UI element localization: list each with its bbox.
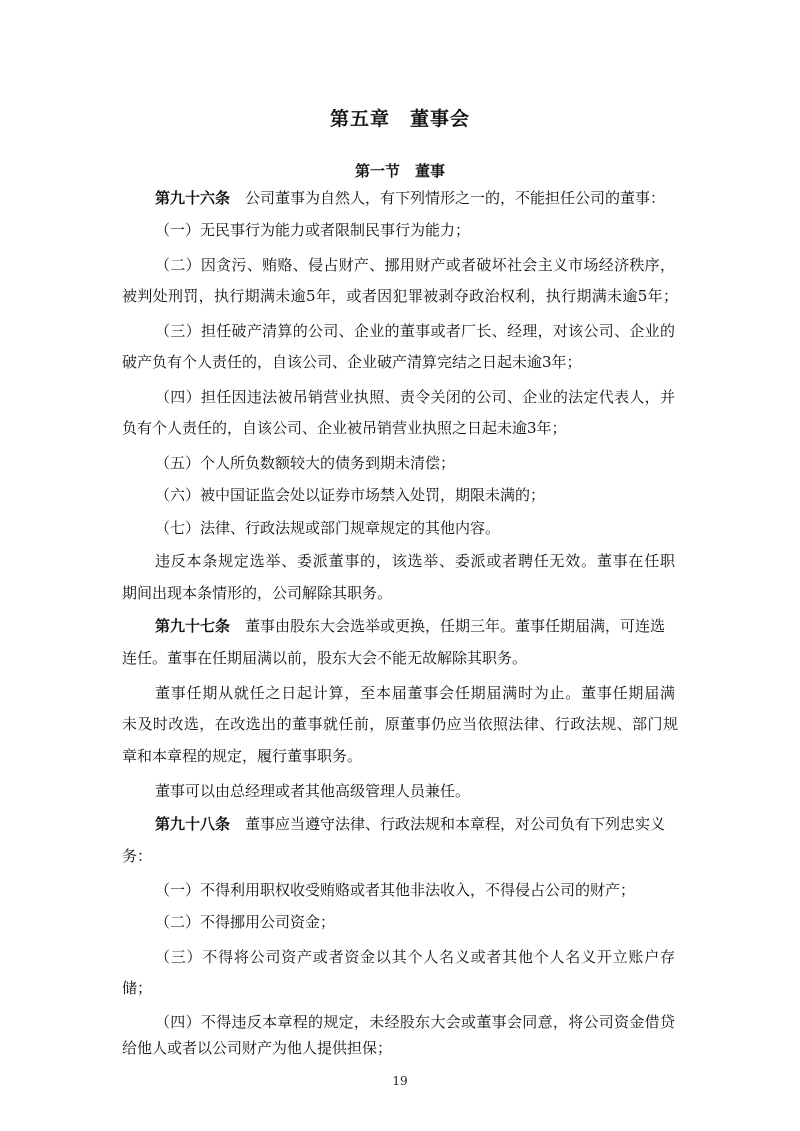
section-title: 第一节 董事 [354, 162, 445, 180]
text-line: （二）不得挪用公司资金； [155, 913, 336, 931]
text-line: 储； [122, 979, 153, 997]
chapter-title: 第五章 董事会 [329, 108, 470, 130]
text-line: 董事任期从就任之日起计算，至本届董事会任期届满时为止。董事任期届满 [155, 684, 675, 702]
text-line: 破产负有个人责任的，自该公司、企业破产清算完结之日起未逾3年； [122, 353, 582, 371]
text-line: （二）因贪污、贿赂、侵占财产、挪用财产或者破坏社会主义市场经济秩序， [155, 256, 675, 274]
text-line: 给他人或者以公司财产为他人提供担保； [122, 1039, 393, 1057]
text-line: 负有个人责任的，自该公司、企业被吊销营业执照之日起未逾3年； [122, 419, 567, 437]
text-line: 第九十七条 董事由股东大会选举或更换，任期三年。董事任期届满，可连选 [155, 617, 666, 635]
text-line: （五）个人所负数额较大的债务到期未清偿； [155, 454, 456, 472]
text-line: （七）法律、行政法规或部门规章规定的其他内容。 [155, 519, 501, 537]
text-line: 未及时改选，在改选出的董事就任前，原董事仍应当依照法律、行政法规、部门规 [122, 715, 678, 733]
article-label: 第九十八条 [155, 815, 231, 833]
text-line: 违反本条规定选举、委派董事的，该选举、委派或者聘任无效。董事在任职 [155, 552, 675, 570]
text-line: 务： [122, 847, 153, 865]
article-label: 第九十七条 [155, 617, 231, 635]
text-line: 被判处刑罚，执行期满未逾5年，或者因犯罪被剥夺政治权利，执行期满未逾5年； [122, 287, 678, 305]
text-line: （三）不得将公司资产或者资金以其个人名义或者其他个人名义开立账户存 [155, 948, 675, 966]
text-line: （六）被中国证监会处以证券市场禁入处罚，期限未满的； [155, 486, 546, 504]
text-line: （四）担任因违法被吊销营业执照、责令关闭的公司、企业的法定代表人，并 [155, 388, 675, 406]
text-line: （一）不得利用职权收受贿赂或者其他非法收入，不得侵占公司的财产； [155, 881, 636, 899]
text-line: （四）不得违反本章程的规定，未经股东大会或董事会同意，将公司资金借贷 [155, 1013, 675, 1031]
page-number: 19 [392, 1074, 408, 1088]
article-label: 第九十六条 [155, 189, 231, 207]
text-line: 期间出现本条情形的，公司解除其职务。 [122, 584, 393, 602]
text-line: 章和本章程的规定，履行董事职务。 [122, 747, 363, 765]
text-line: 连任。董事在任期届满以前，股东大会不能无故解除其职务。 [122, 649, 528, 667]
text-line: （一）无民事行为能力或者限制民事行为能力； [155, 221, 471, 239]
text-line: （三）担任破产清算的公司、企业的董事或者厂长、经理，对该公司、企业的 [155, 322, 675, 340]
text-line: 第九十六条 公司董事为自然人，有下列情形之一的，不能担任公司的董事： [155, 189, 666, 207]
text-line: 董事可以由总经理或者其他高级管理人员兼任。 [155, 782, 471, 800]
text-line: 第九十八条 董事应当遵守法律、行政法规和本章程，对公司负有下列忠实义 [155, 815, 666, 833]
